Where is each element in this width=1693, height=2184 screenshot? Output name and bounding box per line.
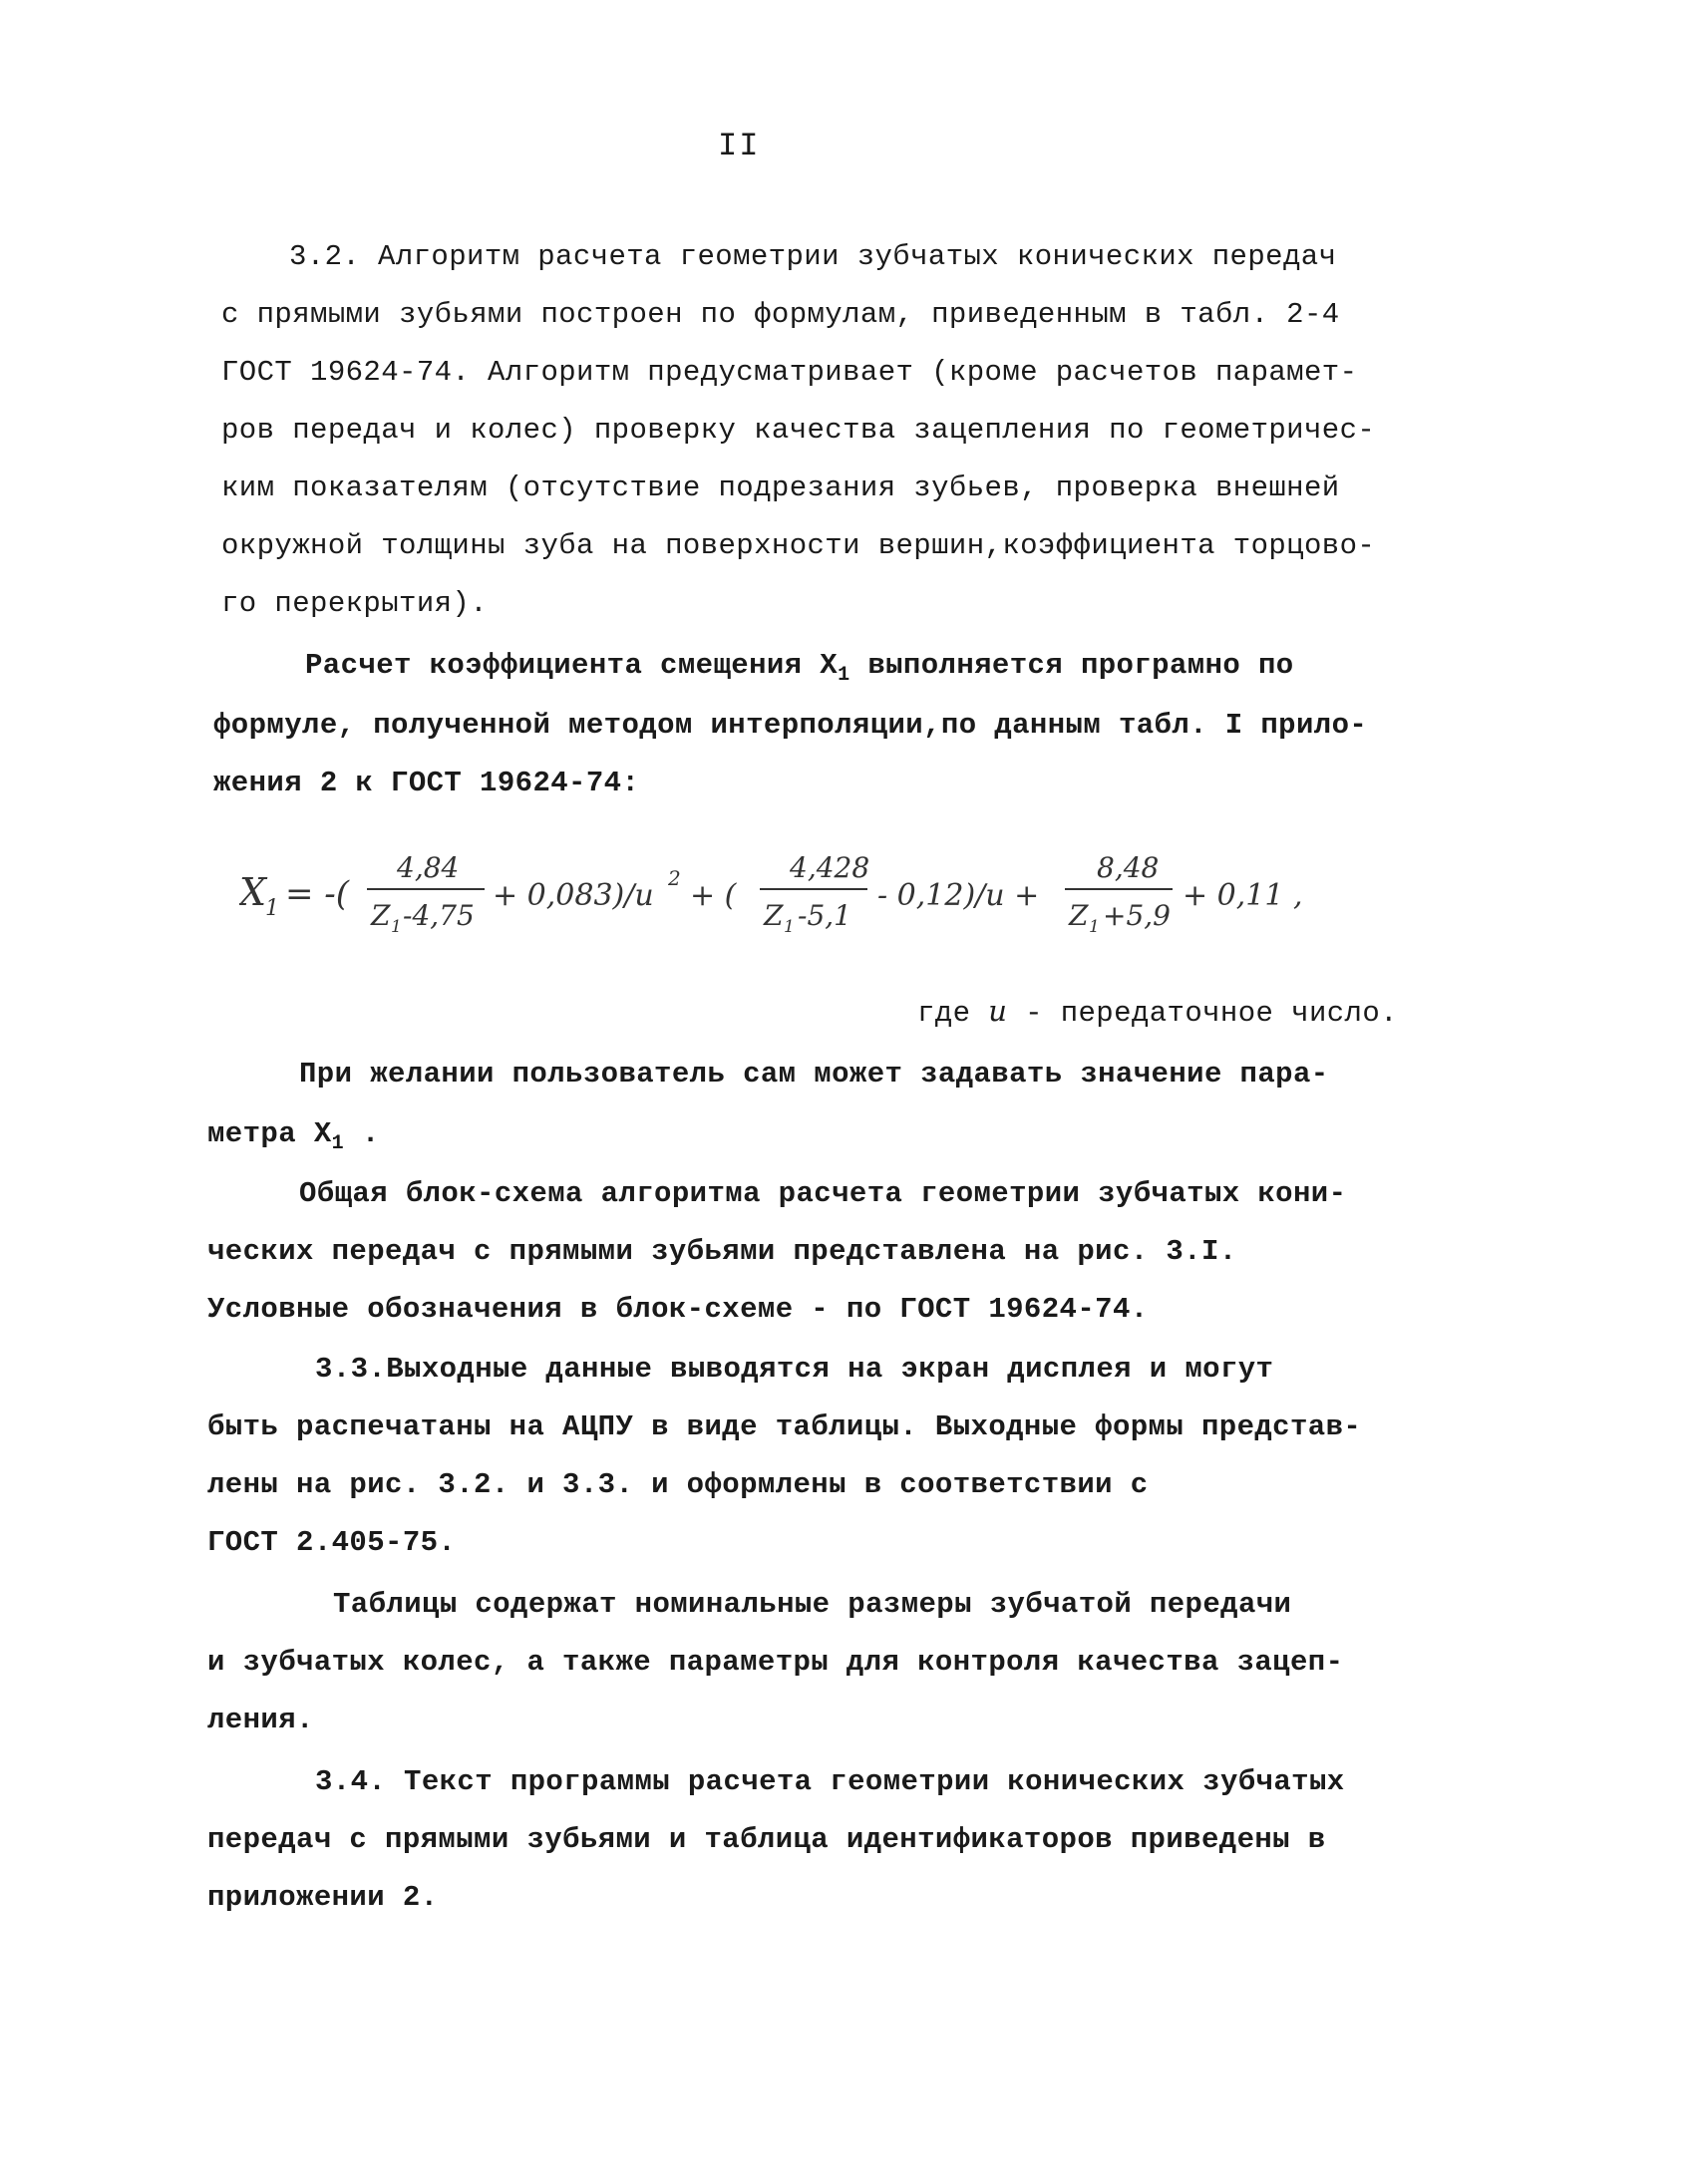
text-line: ГОСТ 19624-74. Алгоритм предусматривает (кроме расчетов парамет- bbox=[221, 356, 1358, 389]
formula-term: + ( bbox=[690, 878, 737, 913]
text-line: ров передач и колес) проверку качества зацепления по геометричес- bbox=[221, 414, 1376, 447]
text-line: передач с прямыми зубьями и таблица идентификаторов приведены в bbox=[207, 1823, 1326, 1856]
fraction1-denominator-var: Z bbox=[371, 899, 391, 932]
text-line: ким показателям (отсутствие подрезания зубьев, проверка внешней bbox=[221, 471, 1340, 504]
fraction2-denominator-sub: 1 bbox=[784, 917, 795, 937]
fraction3-numerator: 8,48 bbox=[1097, 851, 1160, 884]
page-number: II bbox=[718, 128, 761, 164]
formula-lhs: X bbox=[239, 870, 267, 914]
text-line: с прямыми зубьями построен по формулам, приведенным в табл. 2-4 bbox=[221, 298, 1340, 331]
text-fragment: Расчет коэффициента смещения X bbox=[305, 649, 839, 682]
fraction1-numerator: 4,84 bbox=[397, 851, 460, 884]
formula-term: + 0,11 , bbox=[1183, 878, 1303, 913]
fraction1-denominator-rest: -4,75 bbox=[403, 899, 475, 932]
subscript: 1 bbox=[838, 663, 850, 687]
text-line: 3.2. Алгоритм расчета геометрии зубчатых конических передач bbox=[289, 240, 1337, 273]
text-line: Условные обозначения в блок-схеме - по ГОСТ 19624-74. bbox=[207, 1293, 1149, 1326]
text-fragment: выполняется програмно по bbox=[867, 649, 1294, 682]
text-line bbox=[207, 1116, 380, 1162]
text-fragment: метра X bbox=[207, 1117, 332, 1150]
formula-term: + 0,083)/u bbox=[493, 878, 654, 913]
text-line: ческих передач с прямыми зубьями представлена на рис. 3.I. bbox=[207, 1235, 1237, 1268]
variable-u: u bbox=[988, 994, 1008, 1028]
text-fragment: . bbox=[344, 1117, 380, 1150]
fraction3-denominator-rest: +5,9 bbox=[1103, 899, 1171, 932]
formula-square: 2 bbox=[668, 866, 681, 890]
text-line bbox=[917, 993, 1398, 1032]
text-line: 3.4. Текст программы расчета геометрии конических зубчатых bbox=[315, 1765, 1345, 1798]
formula-lhs-sub: 1 bbox=[265, 896, 279, 921]
subscript: 1 bbox=[331, 1131, 345, 1155]
fraction2-denominator-var: Z bbox=[764, 899, 784, 932]
text-line: При желании пользователь сам может задавать значение пара- bbox=[299, 1058, 1329, 1091]
text-fragment: где bbox=[917, 997, 989, 1030]
text-line: ГОСТ 2.405-75. bbox=[207, 1526, 457, 1559]
text-fragment: - передаточное число. bbox=[1007, 997, 1398, 1030]
text-line: Общая блок-схема алгоритма расчета геометрии зубчатых кони- bbox=[299, 1177, 1347, 1210]
text-line: окружной толщины зуба на поверхности вершин,коэффициента торцово- bbox=[221, 529, 1376, 562]
text-line: и зубчатых колес, а также параметры для контроля качества зацеп- bbox=[207, 1646, 1344, 1679]
formula-term: - 0,12)/u + bbox=[877, 878, 1040, 913]
fraction3-denominator-var: Z bbox=[1069, 899, 1089, 932]
text-line: ления. bbox=[207, 1704, 314, 1736]
text-line: жения 2 к ГОСТ 19624-74: bbox=[213, 767, 640, 799]
text-line: го перекрытия). bbox=[221, 587, 489, 620]
fraction1-denominator-sub: 1 bbox=[391, 917, 402, 937]
fraction2-numerator: 4,428 bbox=[790, 851, 870, 884]
text-line: быть распечатаны на АЦПУ в виде таблицы. Выходные формы представ- bbox=[207, 1410, 1362, 1443]
fraction2-denominator-rest: -5,1 bbox=[798, 899, 851, 932]
formula-eq: = -( bbox=[285, 874, 350, 914]
interpolation-formula bbox=[239, 837, 1356, 947]
text-line: 3.3.Выходные данные выводятся на экран дисплея и могут bbox=[315, 1353, 1274, 1386]
text-line: Таблицы содержат номинальные размеры зубчатой передачи bbox=[333, 1588, 1292, 1621]
text-line: формуле, полученной методом интерполяции,по данным табл. I прило- bbox=[213, 709, 1368, 742]
text-line: лены на рис. 3.2. и 3.3. и оформлены в соответствии с bbox=[207, 1468, 1149, 1501]
text-line: приложении 2. bbox=[207, 1881, 439, 1914]
text-line bbox=[305, 648, 1294, 694]
fraction3-denominator-sub: 1 bbox=[1089, 917, 1100, 937]
